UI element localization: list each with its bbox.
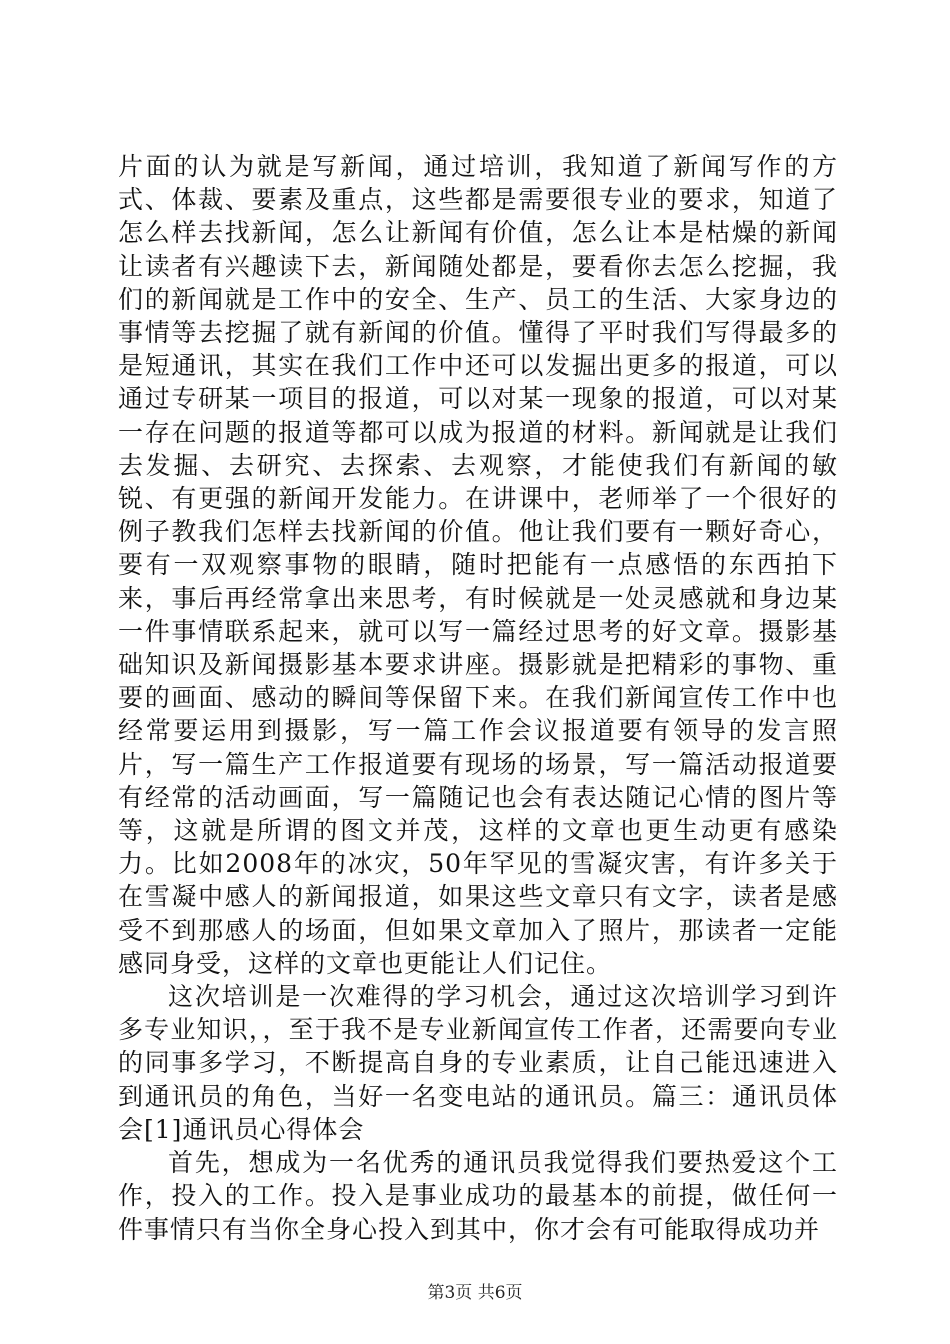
page-footer: 第3页 共6页: [427, 1283, 523, 1303]
paragraph-3: 首先，想成为一名优秀的通讯员我觉得我们要热爱这个工作，投入的工作。投入是事业成功的最基本的前提，做任何一件事情只有当你全身心投入到其中，你才会有可能取得成功并: [118, 1148, 838, 1244]
paragraph-1: 片面的认为就是写新闻，通过培训，我知道了新闻写作的方式、体裁、要素及重点，这些都是需要很专业的要求，知道了怎么样去找新闻，怎么让新闻有价值，怎么让本是枯燥的新闻让读者有兴趣读下去，新闻随处都是，要看你去怎么挖掘，我们的新闻就是工作中的安全、生产、员工的生活、大家身边的事情等去挖掘了就有新闻的价值。懂得了平时我们写得最多的是短通讯，其实在我们工作中还可以发掘出更多的报道，可以通过专研某一项目的报道，可以对某一现象的报道，可以对某一存在问题的报道等都可以成为报道的材料。新闻就是让我们去发掘、去研究、去探索、去观察，才能使我们有新闻的敏锐、有更强的新闻开发能力。在讲课中，老师举了一个很好的例子教我们怎样去找新闻的价值。他让我们要有一颗好奇心，要有一双观察事物的眼睛，随时把能有一点感悟的东西拍下来，事后再经常拿出来思考，有时候就是一处灵感就和身边某一件事情联系起来，就可以写一篇经过思考的好文章。摄影基础知识及新闻摄影基本要求讲座。摄影就是把精彩的事物、重要的画面、感动的瞬间等保留下来。在我们新闻宣传工作中也经常要运用到摄影，写一篇工作会议报道要有领导的发言照片，写一篇生产工作报道要有现场的场景，写一篇活动报道要有经常的活动画面，写一篇随记也会有表达随记心情的图片等等，这就是所谓的图文并茂，这样的文章也更生动更有感染力。比如2008年的冰灾，50年罕见的雪凝灾害，有许多关于在雪凝中感人的新闻报道，如果这些文章只有文字，读者是感受不到那感人的场面，但如果文章加入了照片，那读者一定能感同身受，这样的文章也更能让人们记住。: [118, 152, 838, 978]
document-body: [118, 150, 838, 1246]
paragraph-2: 这次培训是一次难得的学习机会，通过这次培训学习到许多专业知识，，至于我不是专业新闻宣传工作者，还需要向专业的同事多学习，不断提高自身的专业素质，让自己能迅速进入到通讯员的角色，当好一名变电站的通讯员。篇三：通讯员体会[1]通讯员心得体会: [118, 982, 838, 1144]
